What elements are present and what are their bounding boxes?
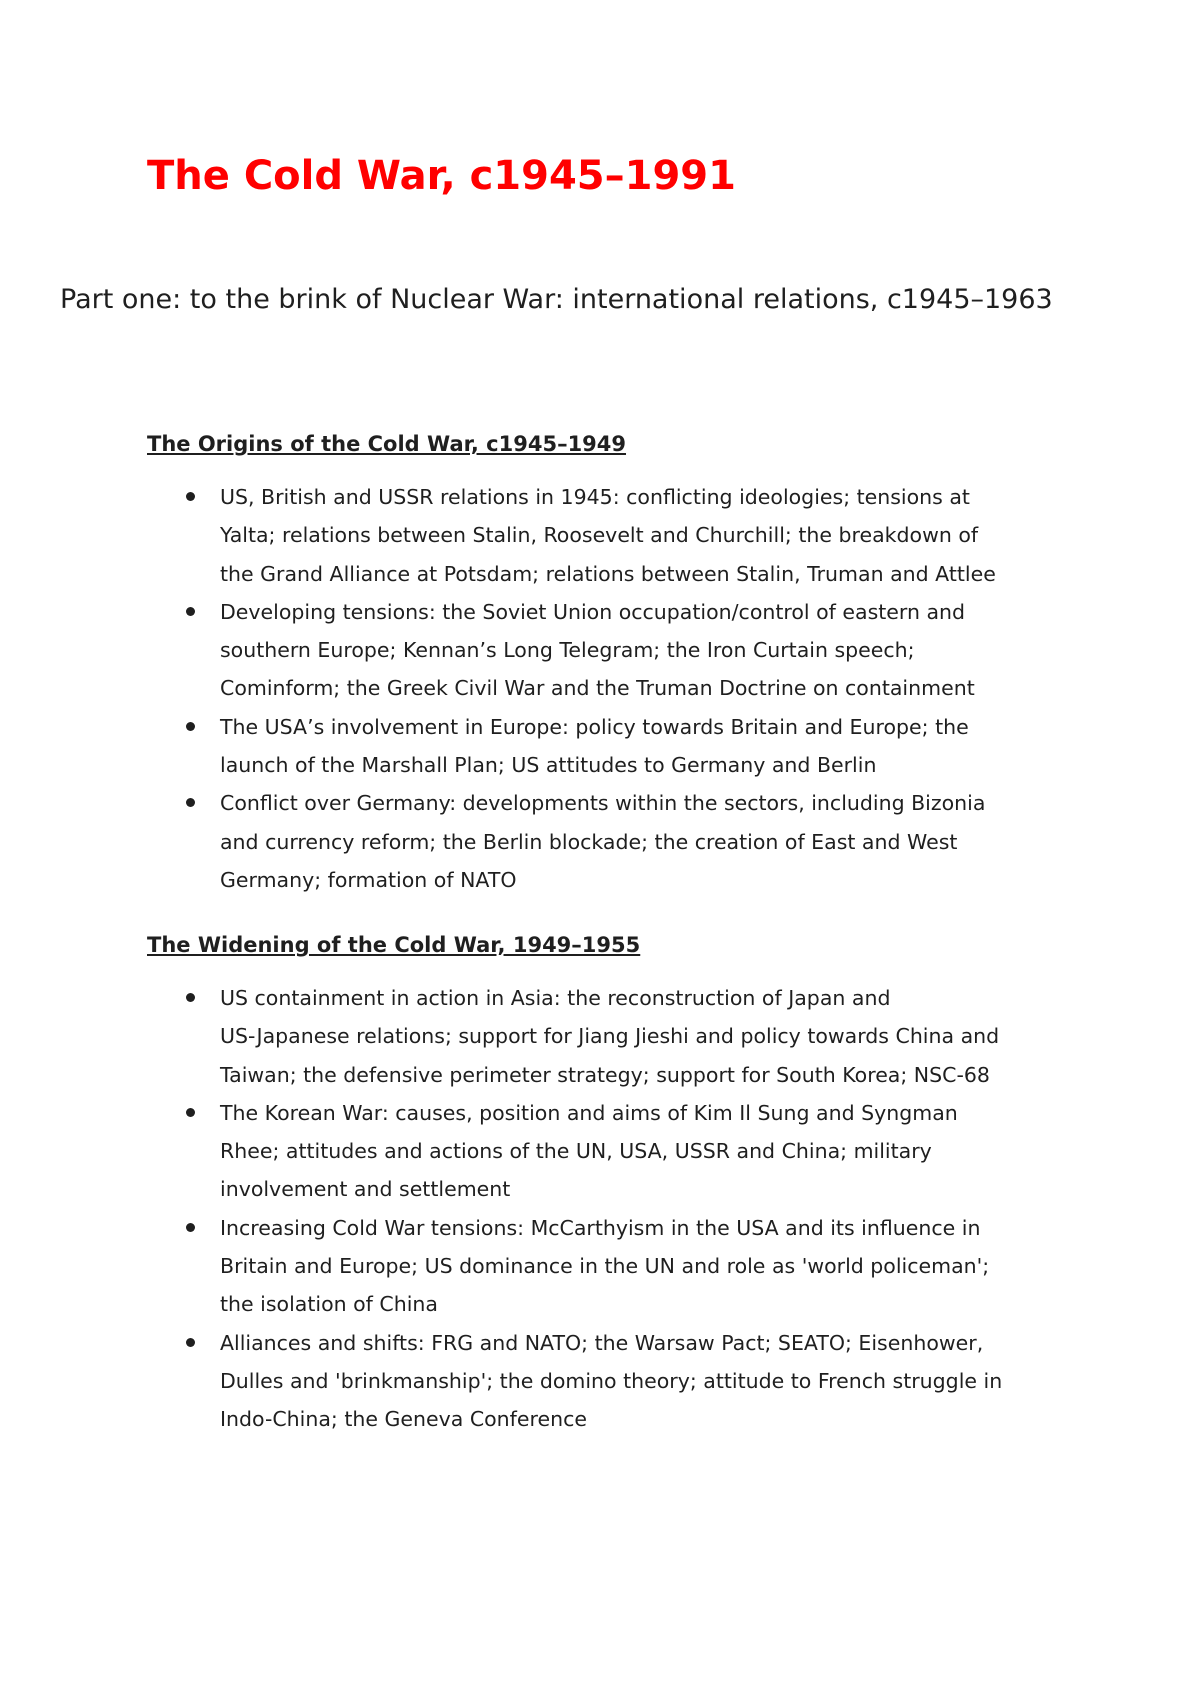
text-line: Yalta; relations between Stalin, Roosevelt and Churchill; the breakdown of	[220, 523, 979, 548]
text-line: Britain and Europe; US dominance in the UN and role as 'world policeman';	[220, 1254, 990, 1279]
bullet-icon	[186, 722, 195, 731]
bullet-icon	[186, 1108, 195, 1117]
list-item-text	[220, 1094, 1080, 1209]
text-line: involvement and settlement	[220, 1177, 511, 1202]
list-item-text	[220, 1209, 1080, 1324]
text-line: US containment in action in Asia: the reconstruction of Japan and	[220, 986, 891, 1010]
text-line: The USA’s involvement in Europe: policy towards Britain and Europe; the	[220, 714, 969, 739]
text-line: The Korean War: causes, position and aims of Kim Il Sung and Syngman	[220, 1100, 958, 1125]
list-item	[147, 593, 1087, 708]
text-line: Rhee; attitudes and actions of the UN, USA, USSR and China; military	[220, 1139, 932, 1164]
section-origins	[147, 428, 1087, 899]
section-heading: The Widening of the Cold War, 1949–1955	[147, 933, 641, 957]
text-line: US, British and USSR relations in 1945: conflicting ideologies; tensions at	[220, 485, 970, 509]
text-line: Germany; formation of NATO	[220, 867, 517, 892]
list-item	[147, 784, 1087, 899]
bullet-icon	[186, 1338, 195, 1347]
list-item	[147, 1324, 1087, 1439]
part-title: Part one: to the brink of Nuclear War: international relations, c1945–1963	[60, 284, 1053, 315]
list-item-text	[220, 1324, 1080, 1439]
text-line: Dulles and 'brinkmanship'; the domino theory; attitude to French struggle in	[220, 1368, 1003, 1393]
document-title: The Cold War, c1945–1991	[147, 153, 736, 199]
bullet-icon	[186, 993, 195, 1002]
list-item	[147, 1209, 1087, 1324]
text-line: the isolation of China	[220, 1292, 438, 1317]
text-line: Indo-China; the Geneva Conference	[220, 1407, 587, 1432]
bullet-icon	[186, 1223, 195, 1232]
text-line: Developing tensions: the Soviet Union occupation/control of eastern and	[220, 599, 966, 624]
list-item	[147, 1094, 1087, 1209]
list-item-text	[220, 593, 1080, 708]
text-line: Alliances and shifts: FRG and NATO; the Warsaw Pact; SEATO; Eisenhower,	[220, 1330, 984, 1355]
bullet-list	[147, 979, 1087, 1439]
list-item-text	[220, 478, 1080, 593]
bullet-list	[147, 478, 1087, 899]
bullet-icon	[186, 607, 195, 616]
text-line: and currency reform; the Berlin blockade; the creation of East and West	[220, 829, 958, 854]
section-widening	[147, 929, 1087, 1439]
text-line: Increasing Cold War tensions: McCarthyism in the USA and its influence in	[220, 1215, 981, 1240]
list-item	[147, 979, 1087, 1094]
text-line: Taiwan; the defensive perimeter strategy; support for South Korea; NSC-68	[220, 1062, 990, 1087]
list-item-text	[220, 979, 1080, 1094]
text-line: the Grand Alliance at Potsdam; relations between Stalin, Truman and Attlee	[220, 561, 996, 586]
text-line: launch of the Marshall Plan; US attitudes to Germany and Berlin	[220, 753, 877, 778]
text-line: Cominform; the Greek Civil War and the Truman Doctrine on containment	[220, 676, 975, 701]
bullet-icon	[186, 798, 195, 807]
list-item	[147, 708, 1087, 785]
section-heading: The Origins of the Cold War, c1945–1949	[147, 432, 627, 456]
list-item-text	[220, 708, 1080, 785]
text-line: southern Europe; Kennan’s Long Telegram; the Iron Curtain speech;	[220, 638, 915, 663]
list-item	[147, 478, 1087, 593]
text-line: Conflict over Germany: developments within the sectors, including Bizonia	[220, 791, 986, 816]
list-item-text	[220, 784, 1080, 899]
text-line: US-Japanese relations; support for Jiang Jieshi and policy towards China and	[220, 1024, 1000, 1049]
bullet-icon	[186, 492, 195, 501]
